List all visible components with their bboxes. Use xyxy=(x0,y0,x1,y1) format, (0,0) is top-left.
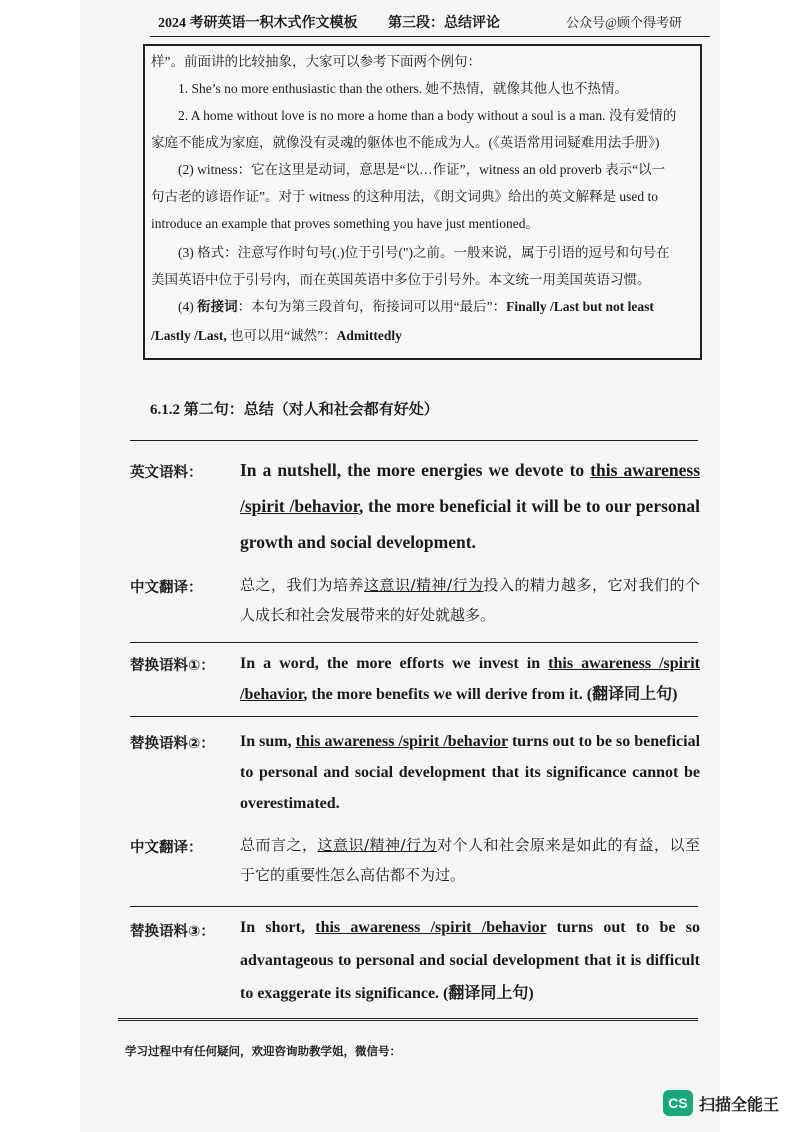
row-label: 英文语料： xyxy=(130,465,203,481)
example-1: 1. She’s no more enthusiastic than the others. 她不热情，就像其他人也不热情。 xyxy=(178,81,628,96)
row-chinese-translation-2 xyxy=(130,830,700,900)
alternative-1-text: In a word, the more efforts we invest in this awareness /spirit /behavior, the more benefits we will derive from it. (翻译同上句) xyxy=(240,655,700,704)
row-english-material xyxy=(130,453,700,563)
divider-bottom xyxy=(118,1018,698,1021)
row-alternative-1 xyxy=(130,648,700,710)
footer-contact: 学习过程中有任何疑问，欢迎咨询助教学姐，微信号： xyxy=(125,1044,401,1058)
note-4-line1: (4) 衔接词：本句为第三段首句，衔接词可以用“最后”：Finally /Last but not least xyxy=(178,299,654,314)
camscanner-logo-icon: CS xyxy=(663,1090,693,1116)
underlined-phrase: this awareness /spirit /behavior xyxy=(240,460,701,516)
note-3-line1: (3) 格式：注意写作时句号(.)位于引号(")之前。一般来说，属于引语的逗号和句号在 xyxy=(178,245,670,260)
note-intro: 样”。前面讲的比较抽象，大家可以参考下面两个例句： xyxy=(151,54,481,69)
alternative-2-text: In sum, this awareness /spirit /behavior turns out to be so beneficial to personal and social development that its significance cannot be overestimated. xyxy=(240,733,701,813)
example-2-line2: 家庭不能成为家庭，就像没有灵魂的躯体也不能成为人。(《英语常用词疑难用法手册》) xyxy=(151,135,660,150)
underlined-phrase: this awareness /spirit /behavior xyxy=(240,655,700,704)
row-label: 中文翻译： xyxy=(130,580,203,596)
underlined-phrase: 这意识/精神/行为 xyxy=(317,836,438,854)
notes-box xyxy=(143,44,702,360)
underlined-phrase: this awareness /spirit /behavior xyxy=(295,733,508,750)
header-account: 公众号@顾个得考研 xyxy=(566,15,682,30)
scanner-watermark xyxy=(663,1088,779,1118)
divider xyxy=(130,906,698,907)
watermark-text: 扫描全能王 xyxy=(699,1094,780,1114)
english-material-text: In a nutshell, the more energies we devote to this awareness /spirit /behavior, the more beneficial it will be to our personal growth and social development. xyxy=(240,460,701,552)
note-2-line3: introduce an example that proves something you have just mentioned。 xyxy=(151,216,540,231)
row-alternative-3 xyxy=(130,912,700,1012)
header-title: 2024 考研英语一积木式作文模板 xyxy=(158,16,358,31)
term-connector: 衔接词 xyxy=(197,299,238,314)
divider xyxy=(130,642,698,643)
alternative-3-text: In short, this awareness /spirit /behavior turns out to be so advantageous to personal and social development that it is difficult to exaggerate its significance. (翻译同上句) xyxy=(240,919,701,1002)
row-label: 替换语料②： xyxy=(130,736,215,752)
note-2-line1: (2) witness：它在这里是动词，意思是“以…作证”，witness an old proverb 表示“以一 xyxy=(178,162,666,177)
row-chinese-translation-1 xyxy=(130,570,700,635)
divider xyxy=(130,716,698,717)
note-3-line2: 美国英语中位于引号内，而在英国英语中多位于引号外。本文统一用美国英语习惯。 xyxy=(151,272,651,287)
chinese-translation-text: 总而言之，这意识/精神/行为对个人和社会原来是如此的有益，以至于它的重要性怎么高估都不为过。 xyxy=(240,836,700,884)
row-label: 替换语料③： xyxy=(130,924,215,940)
example-2-line1: 2. A home without love is no more a home than a body without a soul is a man. 没有爱情的 xyxy=(178,108,677,123)
divider-top xyxy=(130,440,698,441)
note-4-line2: /Lastly /Last, 也可以用“诚然”：Admittedly xyxy=(151,328,402,343)
row-label: 中文翻译： xyxy=(130,840,203,856)
underlined-phrase: 这意识/精神/行为 xyxy=(363,576,484,594)
header-section: 第三段：总结评论 xyxy=(388,16,500,31)
row-alternative-2 xyxy=(130,726,700,821)
header-divider xyxy=(150,36,710,37)
chinese-translation-text: 总之，我们为培养这意识/精神/行为投入的精力越多，它对我们的个人成长和社会发展带来的好处就越多。 xyxy=(240,576,700,624)
note-2-line2: 句古老的谚语作证”。对于 witness 的这种用法，《朗文词典》给出的英文解释是 used to xyxy=(151,189,658,204)
row-label: 替换语料①： xyxy=(130,658,215,674)
page-header xyxy=(150,8,710,32)
underlined-phrase: this awareness /spirit /behavior xyxy=(315,919,547,936)
section-subheading: 6.1.2 第二句：总结（对人和社会都有好处） xyxy=(150,402,439,418)
